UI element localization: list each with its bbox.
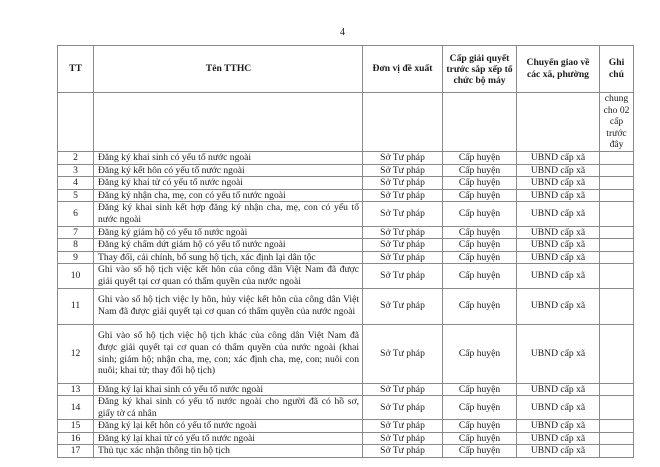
- cell-tt: 15: [58, 420, 94, 433]
- cell-name: Thay đổi, cải chính, bổ sung hộ tịch, xác định lại dân tộc: [94, 251, 363, 264]
- table-row: [58, 288, 634, 324]
- table-row: [58, 189, 634, 202]
- cell-unit: Sở Tư pháp: [363, 383, 443, 396]
- cell-unit: Sở Tư pháp: [363, 432, 443, 445]
- header-tt: TT: [58, 46, 94, 93]
- cell-note: [600, 432, 634, 445]
- cell-level: Cấp huyện: [443, 177, 517, 190]
- table-row: [58, 324, 634, 383]
- cell-note: [600, 420, 634, 433]
- cell-name: Đăng ký lại khai sinh có yếu tố nước ngoài: [94, 383, 363, 396]
- cell-note: chung cho 02 cấp trước đây: [600, 93, 634, 152]
- cell-transfer: UBND cấp xã: [517, 164, 600, 177]
- cell-unit: Sở Tư pháp: [363, 251, 443, 264]
- table-row: [58, 151, 634, 164]
- cell-level: Cấp huyện: [443, 383, 517, 396]
- cell-unit: Sở Tư pháp: [363, 177, 443, 190]
- cell-level: Cấp huyện: [443, 264, 517, 288]
- cell-transfer: UBND cấp xã: [517, 151, 600, 164]
- cell-level: Cấp huyện: [443, 324, 517, 383]
- table-row: [58, 226, 634, 239]
- cell-transfer: UBND cấp xã: [517, 445, 600, 458]
- cell-note: [600, 177, 634, 190]
- cell-level: Cấp huyện: [443, 445, 517, 458]
- cell-level: Cấp huyện: [443, 420, 517, 433]
- cell-unit: Sở Tư pháp: [363, 189, 443, 202]
- cell-unit: [363, 93, 443, 152]
- cell-tt: 17: [58, 445, 94, 458]
- table-row: [58, 177, 634, 190]
- cell-unit: Sở Tư pháp: [363, 151, 443, 164]
- cell-transfer: UBND cấp xã: [517, 324, 600, 383]
- cell-tt: 8: [58, 239, 94, 252]
- table-row: [58, 251, 634, 264]
- cell-level: Cấp huyện: [443, 164, 517, 177]
- cell-note: [600, 164, 634, 177]
- cell-note: [600, 288, 634, 324]
- cell-name: [94, 93, 363, 152]
- cell-transfer: UBND cấp xã: [517, 189, 600, 202]
- cell-tt: 12: [58, 324, 94, 383]
- table-row: [58, 164, 634, 177]
- table-row: [58, 202, 634, 226]
- cell-unit: Sở Tư pháp: [363, 324, 443, 383]
- cell-level: Cấp huyện: [443, 189, 517, 202]
- cell-name: Ghi vào sổ hộ tịch việc kết hôn của công dân Việt Nam đã được giải quyết tại cơ quan có thẩm quyền của nước ngoài: [94, 264, 363, 288]
- cell-unit: Sở Tư pháp: [363, 288, 443, 324]
- cell-transfer: UBND cấp xã: [517, 177, 600, 190]
- table-row: [58, 420, 634, 433]
- continuation-row: [58, 93, 634, 152]
- cell-level: Cấp huyện: [443, 202, 517, 226]
- header-unit: Đơn vị đề xuất: [363, 46, 443, 93]
- cell-tt: 3: [58, 164, 94, 177]
- cell-tt: 13: [58, 383, 94, 396]
- cell-note: [600, 151, 634, 164]
- cell-transfer: UBND cấp xã: [517, 288, 600, 324]
- cell-name: Đăng ký khai tử có yếu tố nước ngoài: [94, 177, 363, 190]
- cell-note: [600, 202, 634, 226]
- cell-level: Cấp huyện: [443, 239, 517, 252]
- cell-transfer: UBND cấp xã: [517, 432, 600, 445]
- table-row: [58, 445, 634, 458]
- cell-name: Đăng ký chấm dứt giám hộ có yếu tố nước ngoài: [94, 239, 363, 252]
- cell-transfer: UBND cấp xã: [517, 264, 600, 288]
- cell-note: [600, 239, 634, 252]
- cell-transfer: UBND cấp xã: [517, 226, 600, 239]
- cell-level: Cấp huyện: [443, 396, 517, 420]
- cell-tt: 2: [58, 151, 94, 164]
- cell-note: [600, 251, 634, 264]
- page-number: 4: [340, 27, 345, 38]
- cell-name: Thủ tục xác nhận thông tin hộ tịch: [94, 445, 363, 458]
- procedures-table: [57, 45, 634, 458]
- cell-name: Đăng ký khai sinh có yếu tố nước ngoài cho người đã có hồ sơ, giấy tờ cá nhân: [94, 396, 363, 420]
- cell-transfer: [517, 93, 600, 152]
- cell-transfer: UBND cấp xã: [517, 383, 600, 396]
- header-note: Ghi chú: [600, 46, 634, 93]
- cell-unit: Sở Tư pháp: [363, 164, 443, 177]
- cell-name: Đăng ký khai sinh kết hợp đăng ký nhận cha, mẹ, con có yếu tố nước ngoài: [94, 202, 363, 226]
- table-row: [58, 432, 634, 445]
- table-row: [58, 383, 634, 396]
- cell-name: Đăng ký khai sinh có yếu tố nước ngoài: [94, 151, 363, 164]
- cell-tt: 16: [58, 432, 94, 445]
- cell-transfer: UBND cấp xã: [517, 251, 600, 264]
- cell-note: [600, 324, 634, 383]
- cell-tt: 10: [58, 264, 94, 288]
- cell-name: Đăng ký lại khai tử có yếu tố nước ngoài: [94, 432, 363, 445]
- cell-unit: Sở Tư pháp: [363, 420, 443, 433]
- cell-note: [600, 396, 634, 420]
- cell-note: [600, 445, 634, 458]
- cell-note: [600, 189, 634, 202]
- cell-name: Đăng ký kết hôn có yếu tố nước ngoài: [94, 164, 363, 177]
- table-row: [58, 396, 634, 420]
- cell-name: Ghi vào sổ hộ tịch việc hộ tịch khác của công dân Việt Nam đã được giải quyết tại cơ quan có thẩm quyền của nước ngoài (khai sinh; giám hộ; nhận cha, mẹ, con; xác định cha, mẹ, con; nuôi con nuôi; khai tử; thay đổi hộ tịch): [94, 324, 363, 383]
- cell-level: Cấp huyện: [443, 432, 517, 445]
- cell-unit: Sở Tư pháp: [363, 202, 443, 226]
- cell-tt: 4: [58, 177, 94, 190]
- cell-level: [443, 93, 517, 152]
- table-row: [58, 264, 634, 288]
- header-level: Cấp giải quyết trước sắp xếp tổ chức bộ máy: [443, 46, 517, 93]
- cell-unit: Sở Tư pháp: [363, 264, 443, 288]
- cell-name: Ghi vào sổ hộ tịch việc ly hôn, hủy việc kết hôn của công dân Việt Nam đã được giải quyết tại cơ quan có thẩm quyền của nước ngoài: [94, 288, 363, 324]
- table-header-row: [58, 46, 634, 93]
- cell-unit: Sở Tư pháp: [363, 396, 443, 420]
- cell-tt: 6: [58, 202, 94, 226]
- cell-transfer: UBND cấp xã: [517, 396, 600, 420]
- cell-transfer: UBND cấp xã: [517, 239, 600, 252]
- cell-transfer: UBND cấp xã: [517, 202, 600, 226]
- cell-tt: 11: [58, 288, 94, 324]
- cell-unit: Sở Tư pháp: [363, 226, 443, 239]
- cell-name: Đăng ký nhận cha, mẹ, con có yếu tố nước ngoài: [94, 189, 363, 202]
- cell-tt: 5: [58, 189, 94, 202]
- cell-name: Đăng ký lại kết hôn có yếu tố nước ngoài: [94, 420, 363, 433]
- cell-note: [600, 264, 634, 288]
- cell-level: Cấp huyện: [443, 226, 517, 239]
- cell-tt: [58, 93, 94, 152]
- cell-name: Đăng ký giám hộ có yếu tố nước ngoài: [94, 226, 363, 239]
- cell-level: Cấp huyện: [443, 151, 517, 164]
- cell-transfer: UBND cấp xã: [517, 420, 600, 433]
- cell-tt: 7: [58, 226, 94, 239]
- cell-tt: 9: [58, 251, 94, 264]
- cell-unit: Sở Tư pháp: [363, 445, 443, 458]
- cell-note: [600, 383, 634, 396]
- header-transfer: Chuyển giao về các xã, phường: [517, 46, 600, 93]
- cell-level: Cấp huyện: [443, 251, 517, 264]
- cell-note: [600, 226, 634, 239]
- cell-level: Cấp huyện: [443, 288, 517, 324]
- table-row: [58, 239, 634, 252]
- cell-unit: Sở Tư pháp: [363, 239, 443, 252]
- cell-tt: 14: [58, 396, 94, 420]
- header-name: Tên TTHC: [94, 46, 363, 93]
